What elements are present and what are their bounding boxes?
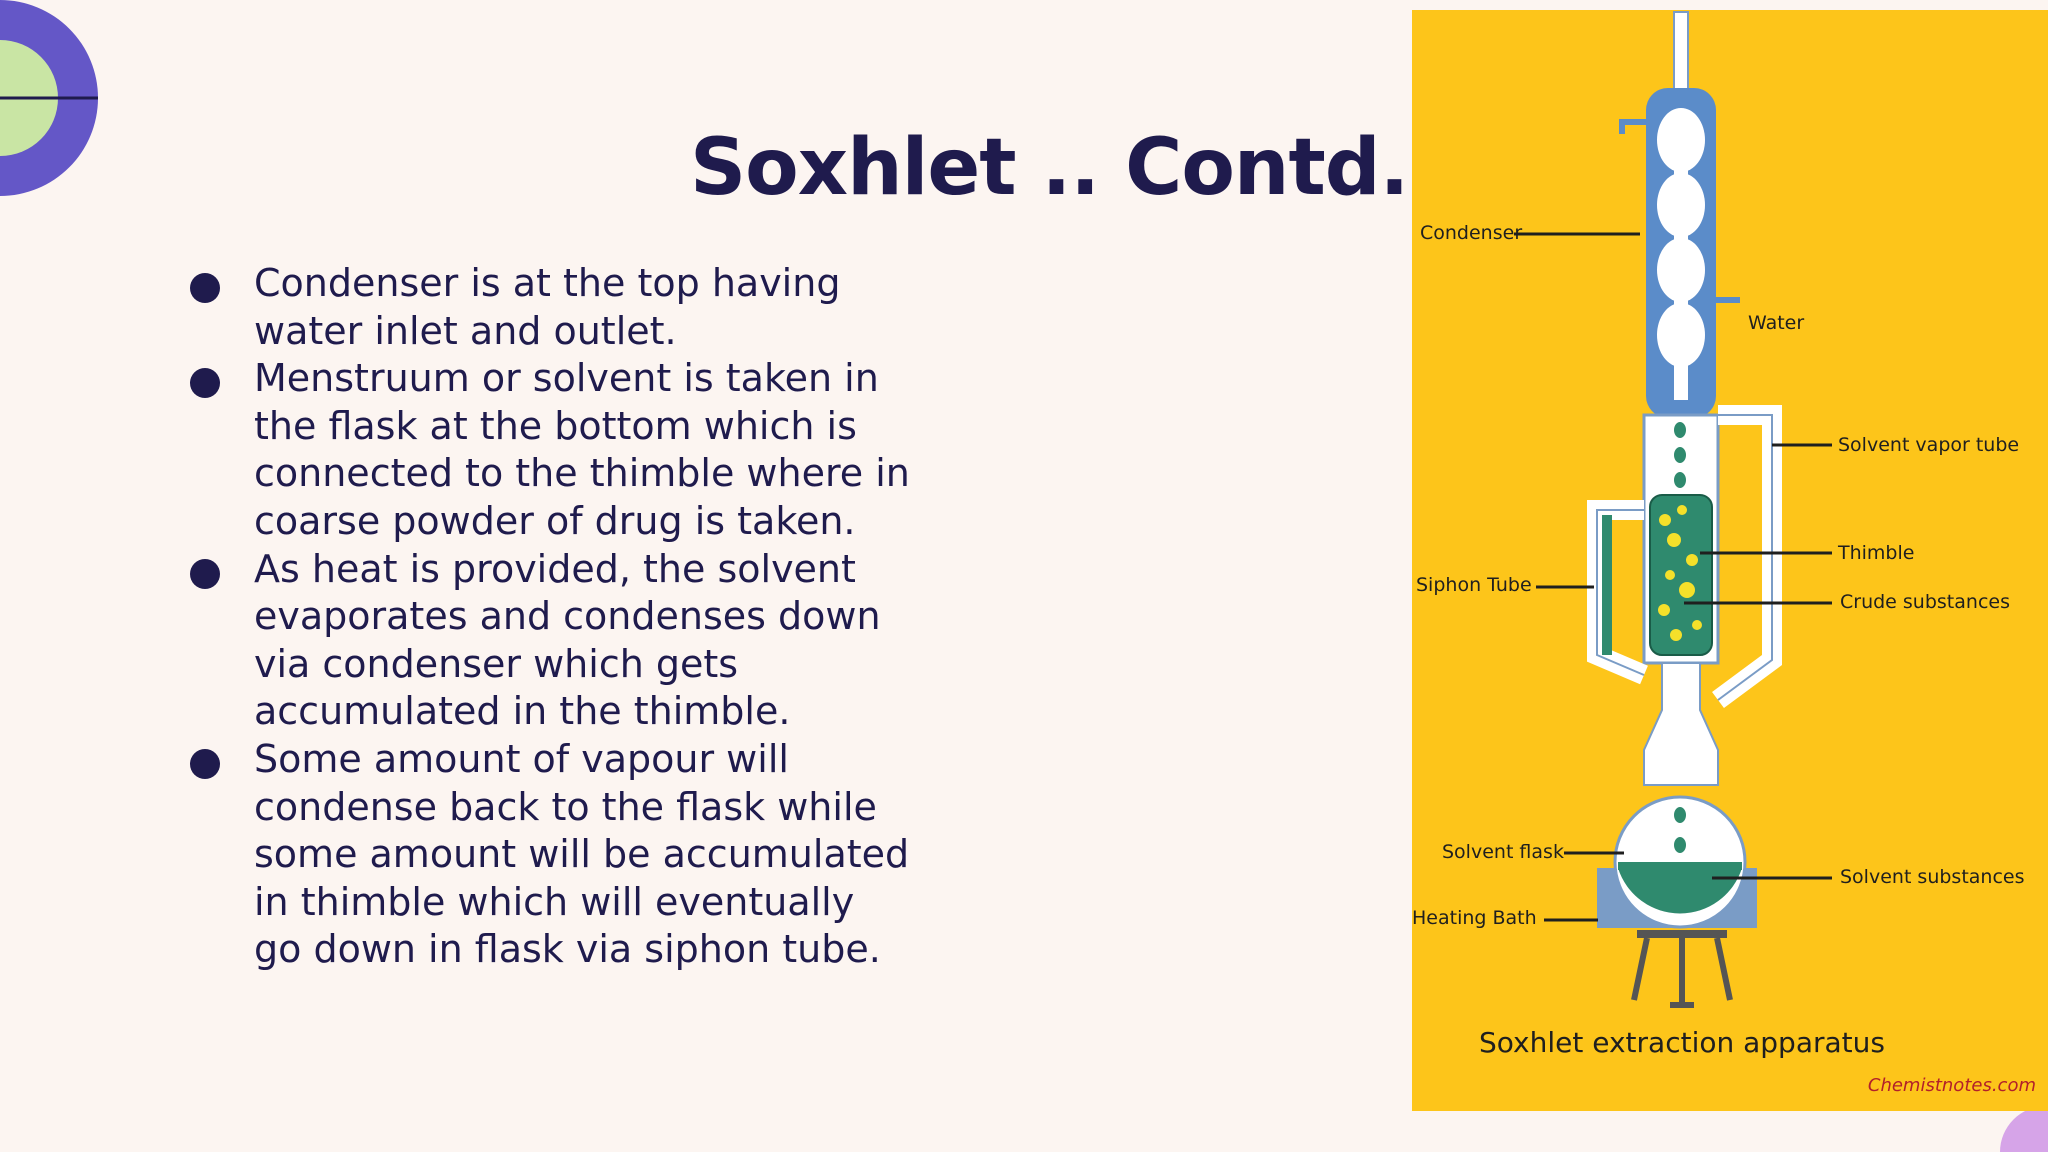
bullet-item: [190, 355, 910, 545]
label-solvent-flask: Solvent flask: [1442, 841, 1564, 863]
bullet-dot: [190, 749, 220, 779]
label-siphon-tube: Siphon Tube: [1416, 574, 1532, 596]
bullet-list: [190, 260, 910, 974]
bullet-item: [190, 736, 910, 974]
bullet-dot: [190, 273, 220, 303]
label-solvent-substances: Solvent substances: [1840, 866, 2025, 888]
figure-caption: Soxhlet extraction apparatus: [1479, 1026, 1885, 1059]
bullet-item: [190, 546, 910, 736]
label-condenser: Condenser: [1420, 222, 1523, 244]
label-water: Water: [1748, 312, 1805, 334]
label-crude-substances: Crude substances: [1840, 591, 2010, 613]
label-solvent-vapor-tube: Solvent vapor tube: [1838, 434, 2020, 456]
apparatus-illustration: [1412, 10, 2048, 1111]
bullet-dot: [190, 559, 220, 589]
bullet-text: Condenser is at the top having water inlet and outlet.: [254, 261, 841, 353]
label-heating-bath: Heating Bath: [1412, 907, 1537, 929]
bullet-item: [190, 260, 910, 355]
bullet-text: As heat is provided, the solvent evaporates and condenses down via condenser which gets accumulated in the thimble.: [254, 546, 881, 734]
label-thimble: Thimble: [1838, 542, 1915, 564]
slide-title: Soxhlet .. Contd.: [690, 123, 1409, 213]
bullet-text: Menstruum or solvent is taken in the flask at the bottom which is connected to the thimble where in coarse powder of drug is taken.: [254, 356, 910, 543]
figure-watermark: Chemistnotes.com: [1867, 1075, 2036, 1096]
soxhlet-diagram: [1412, 10, 2048, 1111]
bullet-dot: [190, 368, 220, 398]
corner-decoration: [0, 0, 110, 200]
bullet-text: Some amount of vapour will condense back to the flask while some amount will be accumulated in thimble which will eventually go down in flask via siphon tube.: [254, 736, 910, 972]
